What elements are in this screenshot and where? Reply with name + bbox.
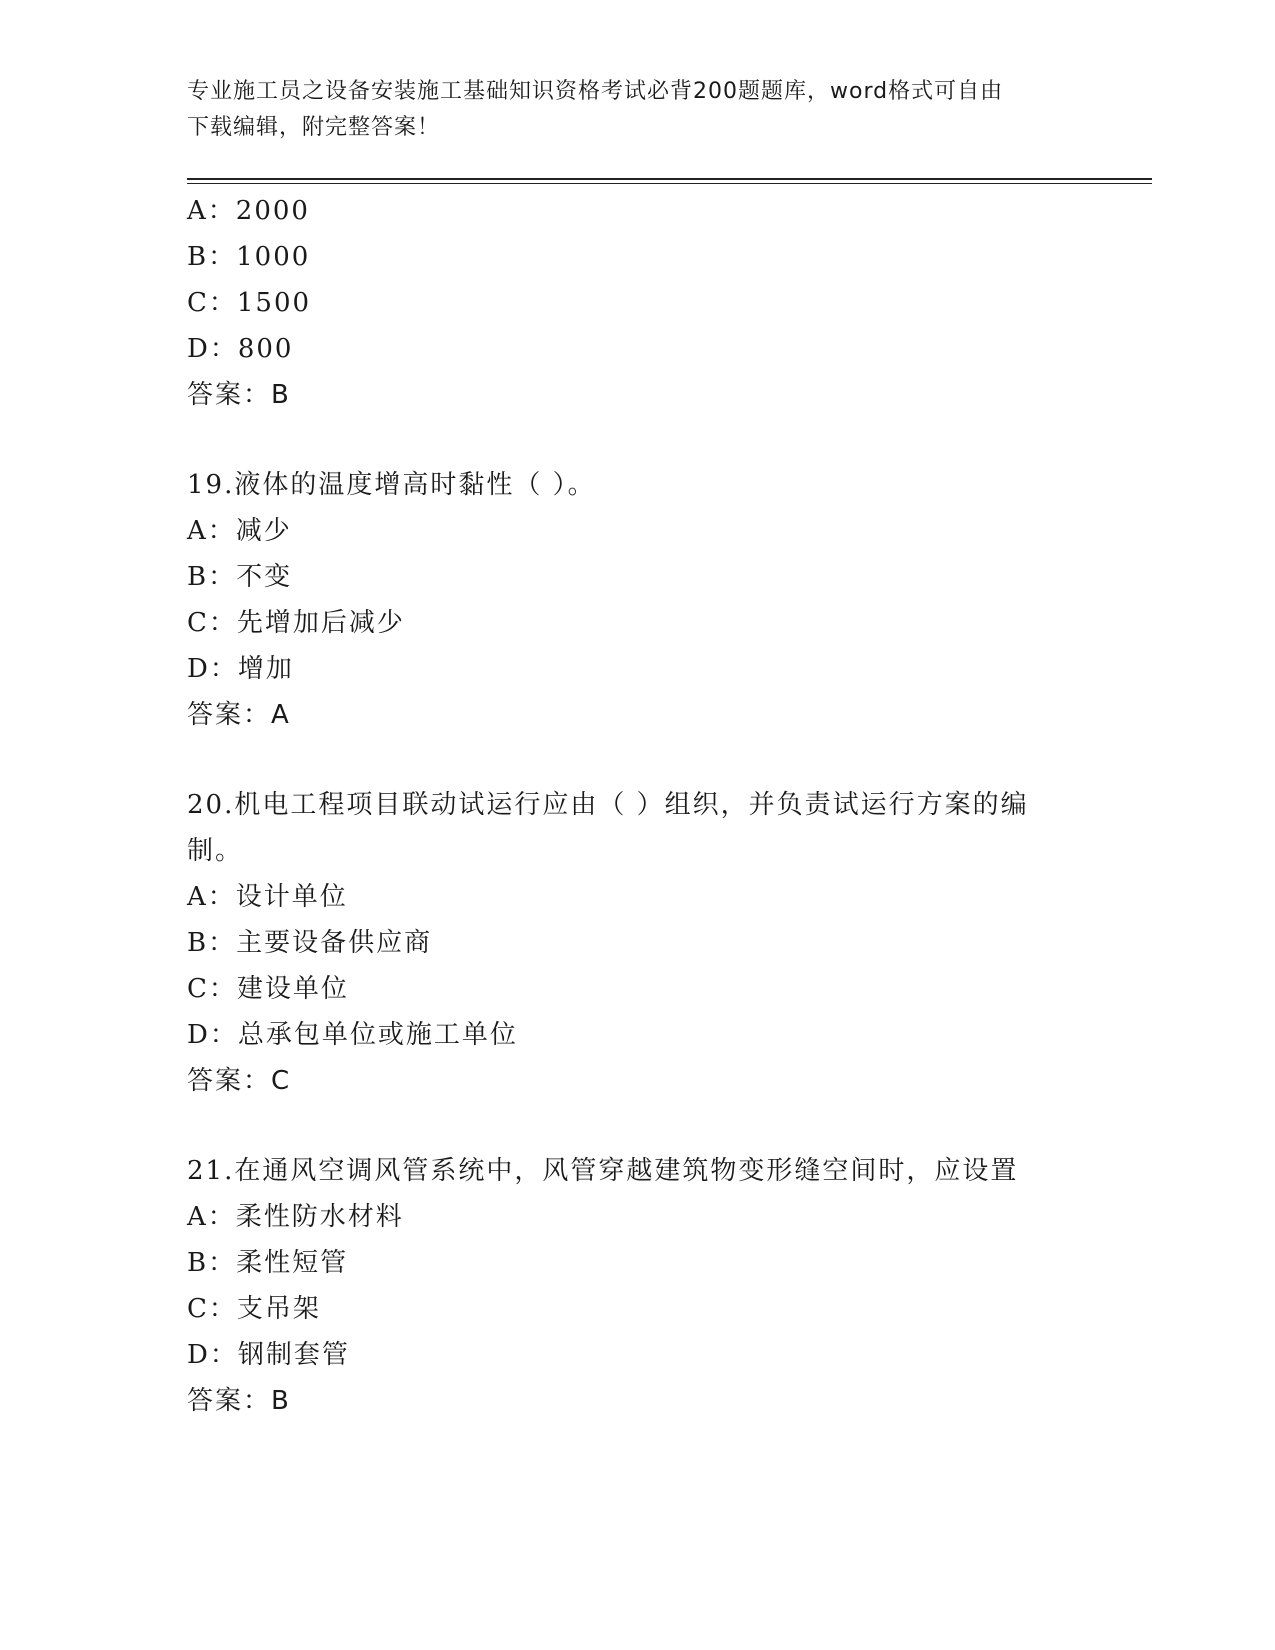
option-d: D：钢制套管 xyxy=(187,1340,350,1370)
question-stem-line-2: 制。 xyxy=(187,836,244,866)
question-stem: 21.在通风空调风管系统中，风管穿越建筑物变形缝空间时，应设置 xyxy=(187,1156,1019,1186)
question-block-19 xyxy=(187,462,1087,738)
question-block-20 xyxy=(187,782,1087,1104)
answer-line: 答案：B xyxy=(187,380,291,410)
spacer xyxy=(187,1104,1087,1148)
option-d: D：增加 xyxy=(187,654,294,684)
option-c: C：建设单位 xyxy=(187,974,349,1004)
question-block-18 xyxy=(187,188,1087,418)
option-d: D：800 xyxy=(187,334,294,364)
answer-line: 答案：C xyxy=(187,1066,292,1096)
option-a: A：设计单位 xyxy=(187,882,348,912)
header-line-1: 专业施工员之设备安装施工基础知识资格考试必背200题题库，word格式可自由 xyxy=(187,79,1004,104)
header-rule-thin xyxy=(187,183,1152,184)
answer-line: 答案：B xyxy=(187,1386,291,1416)
option-b: B：柔性短管 xyxy=(187,1248,349,1278)
question-stem-line-1: 20.机电工程项目联动试运行应由（ ）组织，并负责试运行方案的编 xyxy=(187,790,1029,820)
answer-line: 答案：A xyxy=(187,700,291,730)
option-c: C：支吊架 xyxy=(187,1294,321,1324)
header-rule-thick xyxy=(187,178,1152,180)
question-list xyxy=(187,188,1087,1424)
option-b: B：不变 xyxy=(187,562,293,592)
option-c: C：1500 xyxy=(187,288,312,318)
spacer xyxy=(187,418,1087,462)
option-a: A：减少 xyxy=(187,516,292,546)
option-c: C：先增加后减少 xyxy=(187,608,405,638)
spacer xyxy=(187,738,1087,782)
option-a: A：2000 xyxy=(187,196,310,226)
document-header xyxy=(187,74,1067,146)
option-b: B：主要设备供应商 xyxy=(187,928,433,958)
header-line-2: 下载编辑，附完整答案！ xyxy=(187,115,441,140)
question-block-21 xyxy=(187,1148,1087,1424)
question-stem: 19.液体的温度增高时黏性（ ）。 xyxy=(187,470,596,500)
option-b: B：1000 xyxy=(187,242,311,272)
option-a: A：柔性防水材料 xyxy=(187,1202,404,1232)
option-d: D：总承包单位或施工单位 xyxy=(187,1020,518,1050)
